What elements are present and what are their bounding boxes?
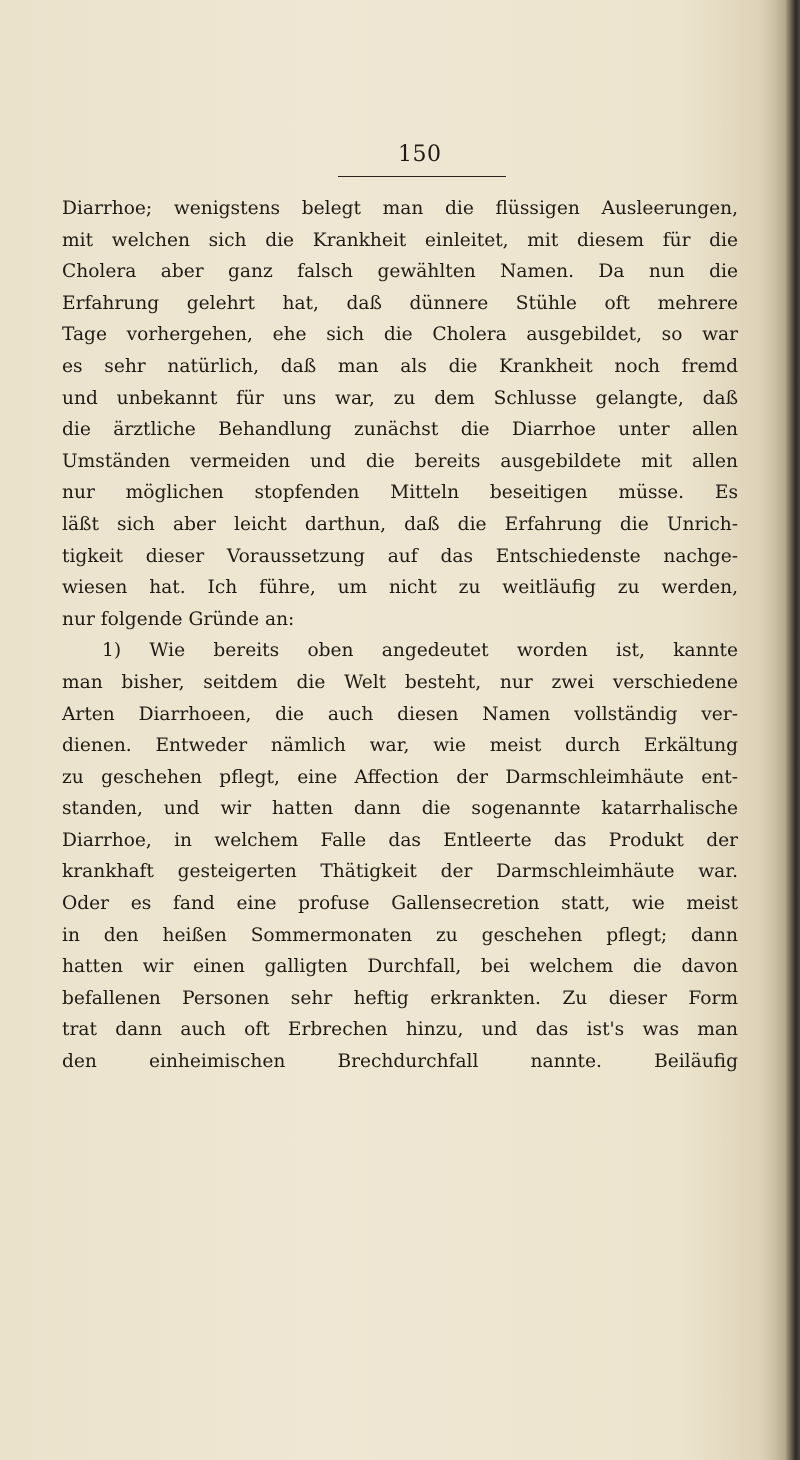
text-line: Oder es fand eine profuse Gallensecretion statt, wie meist (62, 893, 738, 915)
text-line: hatten wir einen galligten Durchfall, bei welchem die davon (62, 956, 738, 978)
text-line: tigkeit dieser Voraussetzung auf das Entschiedenste nachge- (62, 545, 738, 567)
text-line: standen, und wir hatten dann die sogenannte katarrhalische (62, 798, 738, 820)
text-line: Cholera aber ganz falsch gewählten Namen. Da nun die (62, 261, 738, 283)
gutter-shadow (760, 0, 786, 1460)
text-line: dienen. Entweder nämlich war, wie meist durch Erkältung (62, 735, 738, 757)
text-line: und unbekannt für uns war, zu dem Schlusse gelangte, daß (62, 387, 738, 409)
text-line: läßt sich aber leicht darthun, daß die Erfahrung die Unrich- (62, 513, 738, 535)
page-edge (786, 0, 800, 1460)
text-line: Diarrhoe; wenigstens belegt man die flüssigen Ausleerungen, (62, 198, 738, 219)
text-line: Tage vorhergehen, ehe sich die Cholera ausgebildet, so war (62, 324, 738, 346)
body-text (62, 193, 738, 1078)
text-line: in den heißen Sommermonaten zu geschehen pflegt; dann (62, 924, 738, 946)
text-line: es sehr natürlich, daß man als die Krankheit noch fremd (62, 355, 738, 377)
text-line: 1) Wie bereits oben angedeutet worden ist, kannte (102, 640, 738, 662)
text-line: nur möglichen stopfenden Mitteln beseitigen müsse. Es (62, 482, 738, 504)
header-rule (338, 176, 506, 177)
text-line: befallenen Personen sehr heftig erkrankten. Zu dieser Form (62, 987, 738, 1009)
text-line: Erfahrung gelehrt hat, daß dünnere Stühle oft mehrere (62, 292, 738, 314)
text-line: die ärztliche Behandlung zunächst die Diarrhoe unter allen (62, 419, 738, 441)
text-line: mit welchen sich die Krankheit einleitet, mit diesem für die (62, 229, 738, 251)
text-line: nur folgende Gründe an: (62, 608, 295, 630)
text-line: Umständen vermeiden und die bereits ausgebildete mit allen (62, 450, 738, 472)
text-line: krankhaft gesteigerten Thätigkeit der Darmschleimhäute war. (62, 861, 738, 883)
text-line: Arten Diarrhoeen, die auch diesen Namen vollständig ver- (62, 703, 738, 725)
text-line: zu geschehen pflegt, eine Affection der Darmschleimhäute ent- (62, 766, 738, 788)
text-line: trat dann auch oft Erbrechen hinzu, und das ist's was man (62, 1019, 738, 1041)
page-number: 150 (398, 142, 442, 167)
text-line: Diarrhoe, in welchem Falle das Entleerte das Produkt der (62, 829, 738, 851)
text-line: den einheimischen Brechdurchfall nannte. Beiläufig (62, 1051, 738, 1073)
text-line: wiesen hat. Ich führe, um nicht zu weitläufig zu werden, (62, 577, 738, 599)
text-line: man bisher, seitdem die Welt besteht, nur zwei verschiedene (62, 671, 738, 693)
